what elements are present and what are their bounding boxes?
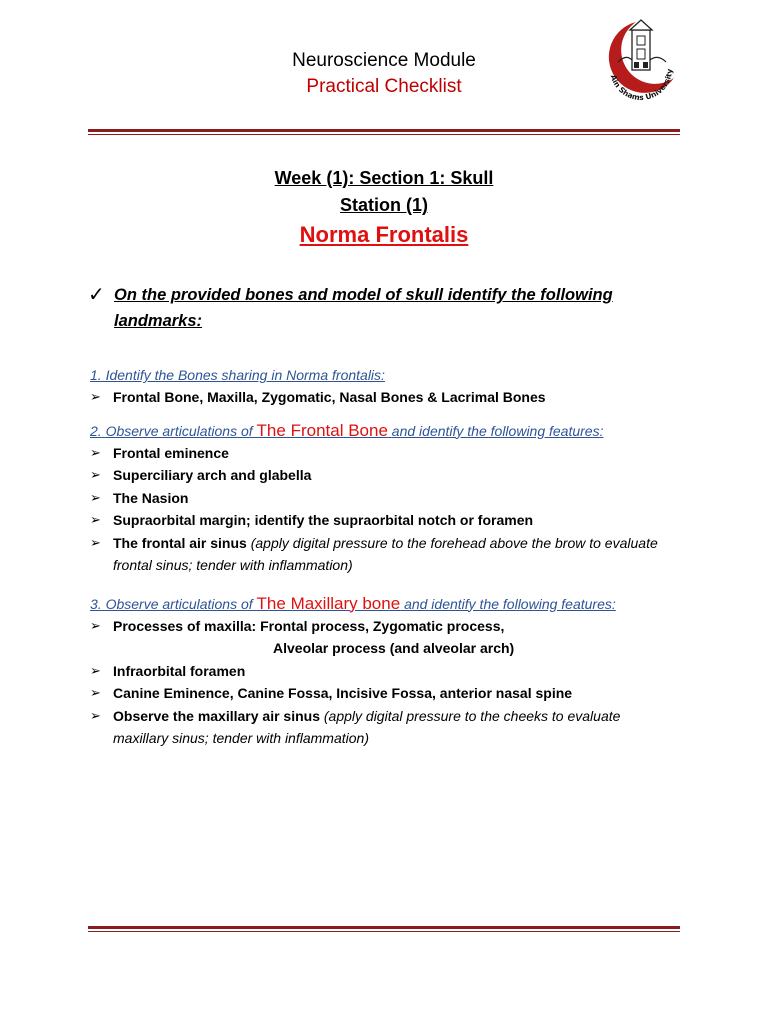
list-item [90, 509, 678, 532]
section-2-heading [90, 420, 678, 442]
section-3-list [90, 615, 678, 750]
top-divider [88, 129, 680, 135]
section-3-number: 3. [90, 595, 102, 612]
list-item-text: Frontal Bone, Maxilla, Zygomatic, Nasal Bones & Lacrimal Bones [113, 389, 546, 405]
list-item-text-continued: Alveolar process (and alveolar arch) [273, 640, 515, 656]
section-3-heading [90, 593, 678, 615]
arrow-bullet-icon: ➢ [90, 662, 101, 678]
list-item-note: (apply digital pressure to the cheeks to evaluate maxillary sinus; tender with inflammation) [113, 707, 621, 746]
list-item [90, 487, 678, 510]
list-item [90, 615, 678, 660]
arrow-bullet-icon: ➢ [90, 489, 101, 505]
list-item [90, 532, 678, 577]
arrow-bullet-icon: ➢ [90, 534, 101, 550]
list-item [90, 705, 678, 750]
list-item-text: Superciliary arch and glabella [113, 467, 312, 483]
section-title [0, 164, 768, 252]
arrow-bullet-icon: ➢ [90, 685, 101, 700]
arrow-bullet-icon: ➢ [90, 512, 101, 527]
university-logo-icon [596, 16, 682, 102]
section-2-heading-post: and identify the following features: [391, 422, 604, 439]
section-1-heading: 1. Identify the Bones sharing in Norma frontalis: [90, 367, 385, 383]
module-title: Neuroscience Module [292, 50, 476, 71]
section-3-heading-post: and identify the following features: [404, 595, 616, 612]
section-3-bone-name: The Maxillary bone [256, 593, 401, 613]
section-2-list [90, 442, 678, 577]
arrow-bullet-icon: ➢ [90, 444, 101, 460]
section-3-heading-pre: Observe articulations of [105, 595, 253, 612]
instruction-text: On the provided bones and model of skull identify the following landmarks: [114, 286, 613, 330]
topic-heading: Norma Frontalis [299, 222, 469, 247]
instruction [88, 282, 688, 334]
checklist-content [90, 364, 678, 750]
arrow-bullet-icon: ➢ [90, 389, 101, 404]
list-item [90, 682, 678, 705]
checklist-title: Practical Checklist [306, 76, 462, 97]
logo-caption: Ain Shams University [608, 68, 675, 102]
list-item-text: Frontal eminence [113, 444, 229, 461]
list-item-text: The Nasion [113, 489, 189, 506]
list-item [90, 442, 678, 465]
list-item-text: Canine Eminence, Canine Fossa, Incisive Fossa, anterior nasal spine [113, 685, 573, 701]
list-item-text: Processes of maxilla: Frontal process, Zygomatic process, [113, 617, 505, 634]
week-heading: Week (1): Section 1: Skull [274, 168, 494, 188]
arrow-bullet-icon: ➢ [90, 707, 101, 723]
arrow-bullet-icon: ➢ [90, 467, 101, 482]
list-item [90, 386, 678, 409]
arrow-bullet-icon: ➢ [90, 617, 101, 633]
list-item-text: Infraorbital foramen [113, 662, 246, 679]
list-item-text: Supraorbital margin; identify the supraorbital notch or foramen [113, 512, 534, 528]
section-1-list [90, 386, 678, 409]
station-heading: Station (1) [340, 195, 428, 215]
section-2-bone-name: The Frontal Bone [256, 420, 388, 440]
list-item-text: The frontal air sinus [113, 534, 247, 551]
section-2-number: 2. [90, 422, 102, 439]
list-item [90, 464, 678, 487]
list-item-note: (apply digital pressure to the forehead above the brow to evaluate frontal sinus; tender with inflammation) [113, 534, 658, 573]
list-item-text: Observe the maxillary air sinus [113, 707, 320, 724]
section-2-heading-pre: Observe articulations of [105, 422, 253, 439]
checkmark-icon: ✓ [88, 284, 105, 306]
bottom-divider [88, 926, 680, 932]
list-item [90, 660, 678, 683]
